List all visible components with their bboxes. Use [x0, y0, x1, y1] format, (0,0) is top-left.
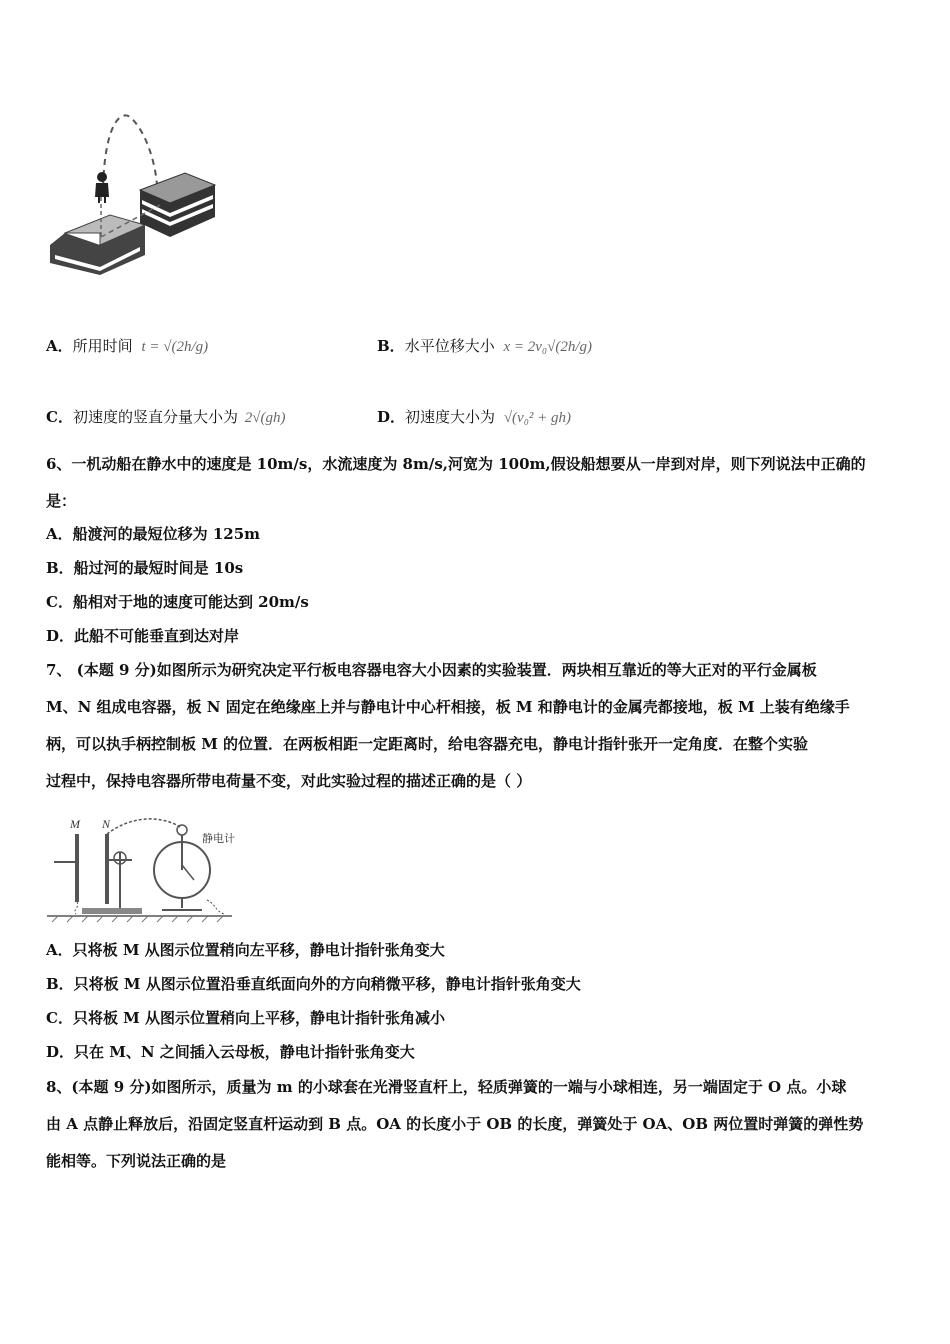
- q7-stem-line3: 柄，可以执手柄控制板 M 的位置．在两板相距一定距离时，给电容器充电，静电计指针张开一定角度．在整个实验: [46, 735, 809, 753]
- formula-a: t = √(2h/g): [141, 339, 209, 355]
- label-electroscope: 静电计: [202, 832, 235, 845]
- formula-b: x = 2v₀√(2h/g): [503, 339, 593, 355]
- formula-d: √(v₀² + gh): [503, 410, 572, 426]
- q7-option-b: B．只将板 M 从图示位置沿垂直纸面向外的方向稍微平移，静电计指针张角变大: [46, 975, 581, 993]
- q6-option-d: D．此船不可能垂直到达对岸: [46, 627, 240, 645]
- q5-option-b: [377, 336, 592, 357]
- projectile-figure: [45, 105, 225, 285]
- q8-stem-line3: 能相等。下列说法正确的是: [46, 1152, 227, 1170]
- plate-m: [75, 834, 79, 902]
- plate-n: [105, 834, 109, 904]
- q8-stem-line2: 由 A 点静止释放后，沿固定竖直杆运动到 B 点。OA 的长度小于 OB 的长度，弹簧处于 OA、OB 两位置时弹簧的弹性势: [46, 1115, 864, 1133]
- option-text: 所用时间: [72, 337, 133, 355]
- q8-stem-line1: 8、(本题 9 分)如图所示，质量为 m 的小球套在光滑竖直杆上，轻质弹簧的一端与小球相连，另一端固定于 O 点。小球: [46, 1078, 847, 1096]
- capacitor-figure: [42, 810, 242, 925]
- q6-stem-line1: 6、一机动船在静水中的速度是 10m/s，水流速度为 8m/s,河宽为 100m,假设船想要从一岸到对岸，则下列说法中正确的: [46, 455, 866, 473]
- q7-option-c: C．只将板 M 从图示位置稍向上平移，静电计指针张角减小: [46, 1009, 445, 1027]
- person-figure: [95, 172, 109, 203]
- label-n: N: [102, 817, 111, 831]
- q7-option-d: D．只在 M、N 之间插入云母板，静电计指针张角变大: [46, 1043, 415, 1061]
- option-label: C．: [46, 408, 73, 426]
- q7-stem-line2: M、N 组成电容器，板 N 固定在绝缘座上并与静电计中心杆相接，板 M 和静电计的金属壳都接地，板 M 上装有绝缘手: [46, 698, 850, 716]
- q7-stem-line1: 7、 (本题 9 分)如图所示为研究决定平行板电容器电容大小因素的实验装置．两块相互靠近的等大正对的平行金属板: [46, 661, 817, 679]
- option-label: B．: [377, 337, 405, 355]
- formula-c: 2√(gh): [244, 410, 286, 426]
- option-label: D．: [377, 408, 406, 426]
- q7-stem-line4: 过程中，保持电容器所带电荷量不变，对此实验过程的描述正确的是（ ）: [46, 772, 532, 790]
- q6-option-a: A．船渡河的最短位移为 125m: [46, 525, 261, 543]
- option-text: 初速度的竖直分量大小为: [72, 408, 238, 426]
- electroscope-knob: [177, 825, 187, 835]
- q5-option-a: [46, 336, 208, 357]
- right-book-stack: [140, 173, 215, 237]
- q5-option-d: [377, 407, 571, 428]
- q6-option-b: B．船过河的最短时间是 10s: [46, 559, 244, 577]
- option-text: 初速度大小为: [405, 408, 496, 426]
- option-label: A．: [46, 337, 73, 355]
- left-book-stack: [50, 215, 145, 275]
- label-m: M: [70, 817, 80, 831]
- q7-option-a: A．只将板 M 从图示位置稍向左平移，静电计指针张角变大: [46, 941, 445, 959]
- option-text: 水平位移大小: [404, 337, 495, 355]
- q6-stem-line2: 是：: [46, 492, 77, 510]
- q5-option-c: [46, 407, 285, 428]
- q6-option-c: C．船相对于地的速度可能达到 20m/s: [46, 593, 309, 611]
